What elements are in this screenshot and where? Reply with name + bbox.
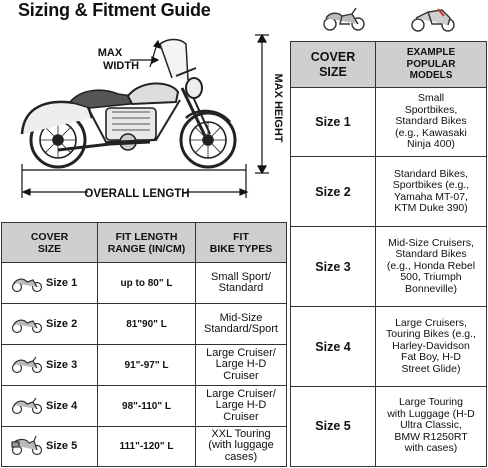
table-row-bike-type: Large Cruiser/ Large H-D Cruiser xyxy=(206,346,276,382)
header-bike-types: FIT BIKE TYPES xyxy=(196,223,286,262)
table-row-models: Standard Bikes, Sportbikes (e.g., Yamaha MT-07, KTM Duke 390) xyxy=(392,167,470,214)
cruiser-motorcycle-icon xyxy=(10,275,44,293)
table-row-bike-type: Large Cruiser/ Large H-D Cruiser xyxy=(206,387,276,423)
table-row-range: 81"90" L xyxy=(126,318,167,330)
table-row-size: Size 4 xyxy=(315,339,351,354)
max-height-label: MAX HEIGHT xyxy=(272,73,284,143)
cruiser-motorcycle-icon xyxy=(320,6,368,32)
table-row-bike-type: Small Sport/ Standard xyxy=(211,270,271,294)
header-example-models: EXAMPLE POPULAR MODELS xyxy=(376,42,486,87)
table-row-size: Size 5 xyxy=(315,419,351,433)
table-row-size: Size 1 xyxy=(46,277,78,289)
sportbike-motorcycle-icon xyxy=(408,6,458,32)
table-row-size: Size 3 xyxy=(315,259,351,274)
table-row-range: 91"-97" L xyxy=(124,359,169,371)
cruiser-motorcycle-icon xyxy=(10,316,44,334)
table-row-size: Size 3 xyxy=(46,359,78,371)
header-cover-size: COVER SIZE xyxy=(291,42,375,87)
table-row-size: Size 2 xyxy=(46,318,78,330)
table-row-bike-type: XXL Touring (with luggage cases) xyxy=(208,427,274,463)
table-row-range: 98"-110" L xyxy=(122,400,171,412)
max-width-label-line1: MAX xyxy=(97,47,123,59)
table-row-size: Size 1 xyxy=(315,115,351,129)
overall-length-label: OVERALL LENGTH xyxy=(84,188,190,200)
max-width-label-line2: WIDTH xyxy=(102,60,140,72)
header-cover-size: COVER SIZE xyxy=(2,223,97,262)
table-row-models: Large Touring with Luggage (H-D Ultra Classic, BMW R1250RT with cases) xyxy=(387,396,475,455)
cruiser-motorcycle-icon xyxy=(10,356,44,374)
table-row-models: Large Cruisers, Touring Bikes (e.g., Harley-Davidson Fat Boy, H-D Street Glide) xyxy=(386,316,476,375)
table-row-size: Size 5 xyxy=(46,440,78,452)
max-height-arrow-icon xyxy=(255,35,269,173)
table-row-range: up to 80" L xyxy=(120,277,173,289)
motorcycle-diagram xyxy=(0,22,285,212)
table-row-models: Mid-Size Cruisers, Standard Bikes (e.g., Honda Rebel 500, Triumph Bonneville) xyxy=(386,236,476,295)
table-row-size: Size 2 xyxy=(315,184,351,199)
table-row-models: Small Sportbikes, Standard Bikes (e.g., Kawasaki Ninja 400) xyxy=(395,92,467,151)
header-fit-length: FIT LENGTH RANGE (IN/CM) xyxy=(98,223,195,262)
touring-motorcycle-icon xyxy=(10,436,44,456)
table-row-bike-type: Mid-Size Standard/Sport xyxy=(204,311,278,335)
table-row-range: 111"-120" L xyxy=(119,440,174,452)
table-row-size: Size 4 xyxy=(46,400,78,412)
cruiser-motorcycle-icon xyxy=(10,397,44,415)
page-title: Sizing & Fitment Guide xyxy=(18,0,211,20)
